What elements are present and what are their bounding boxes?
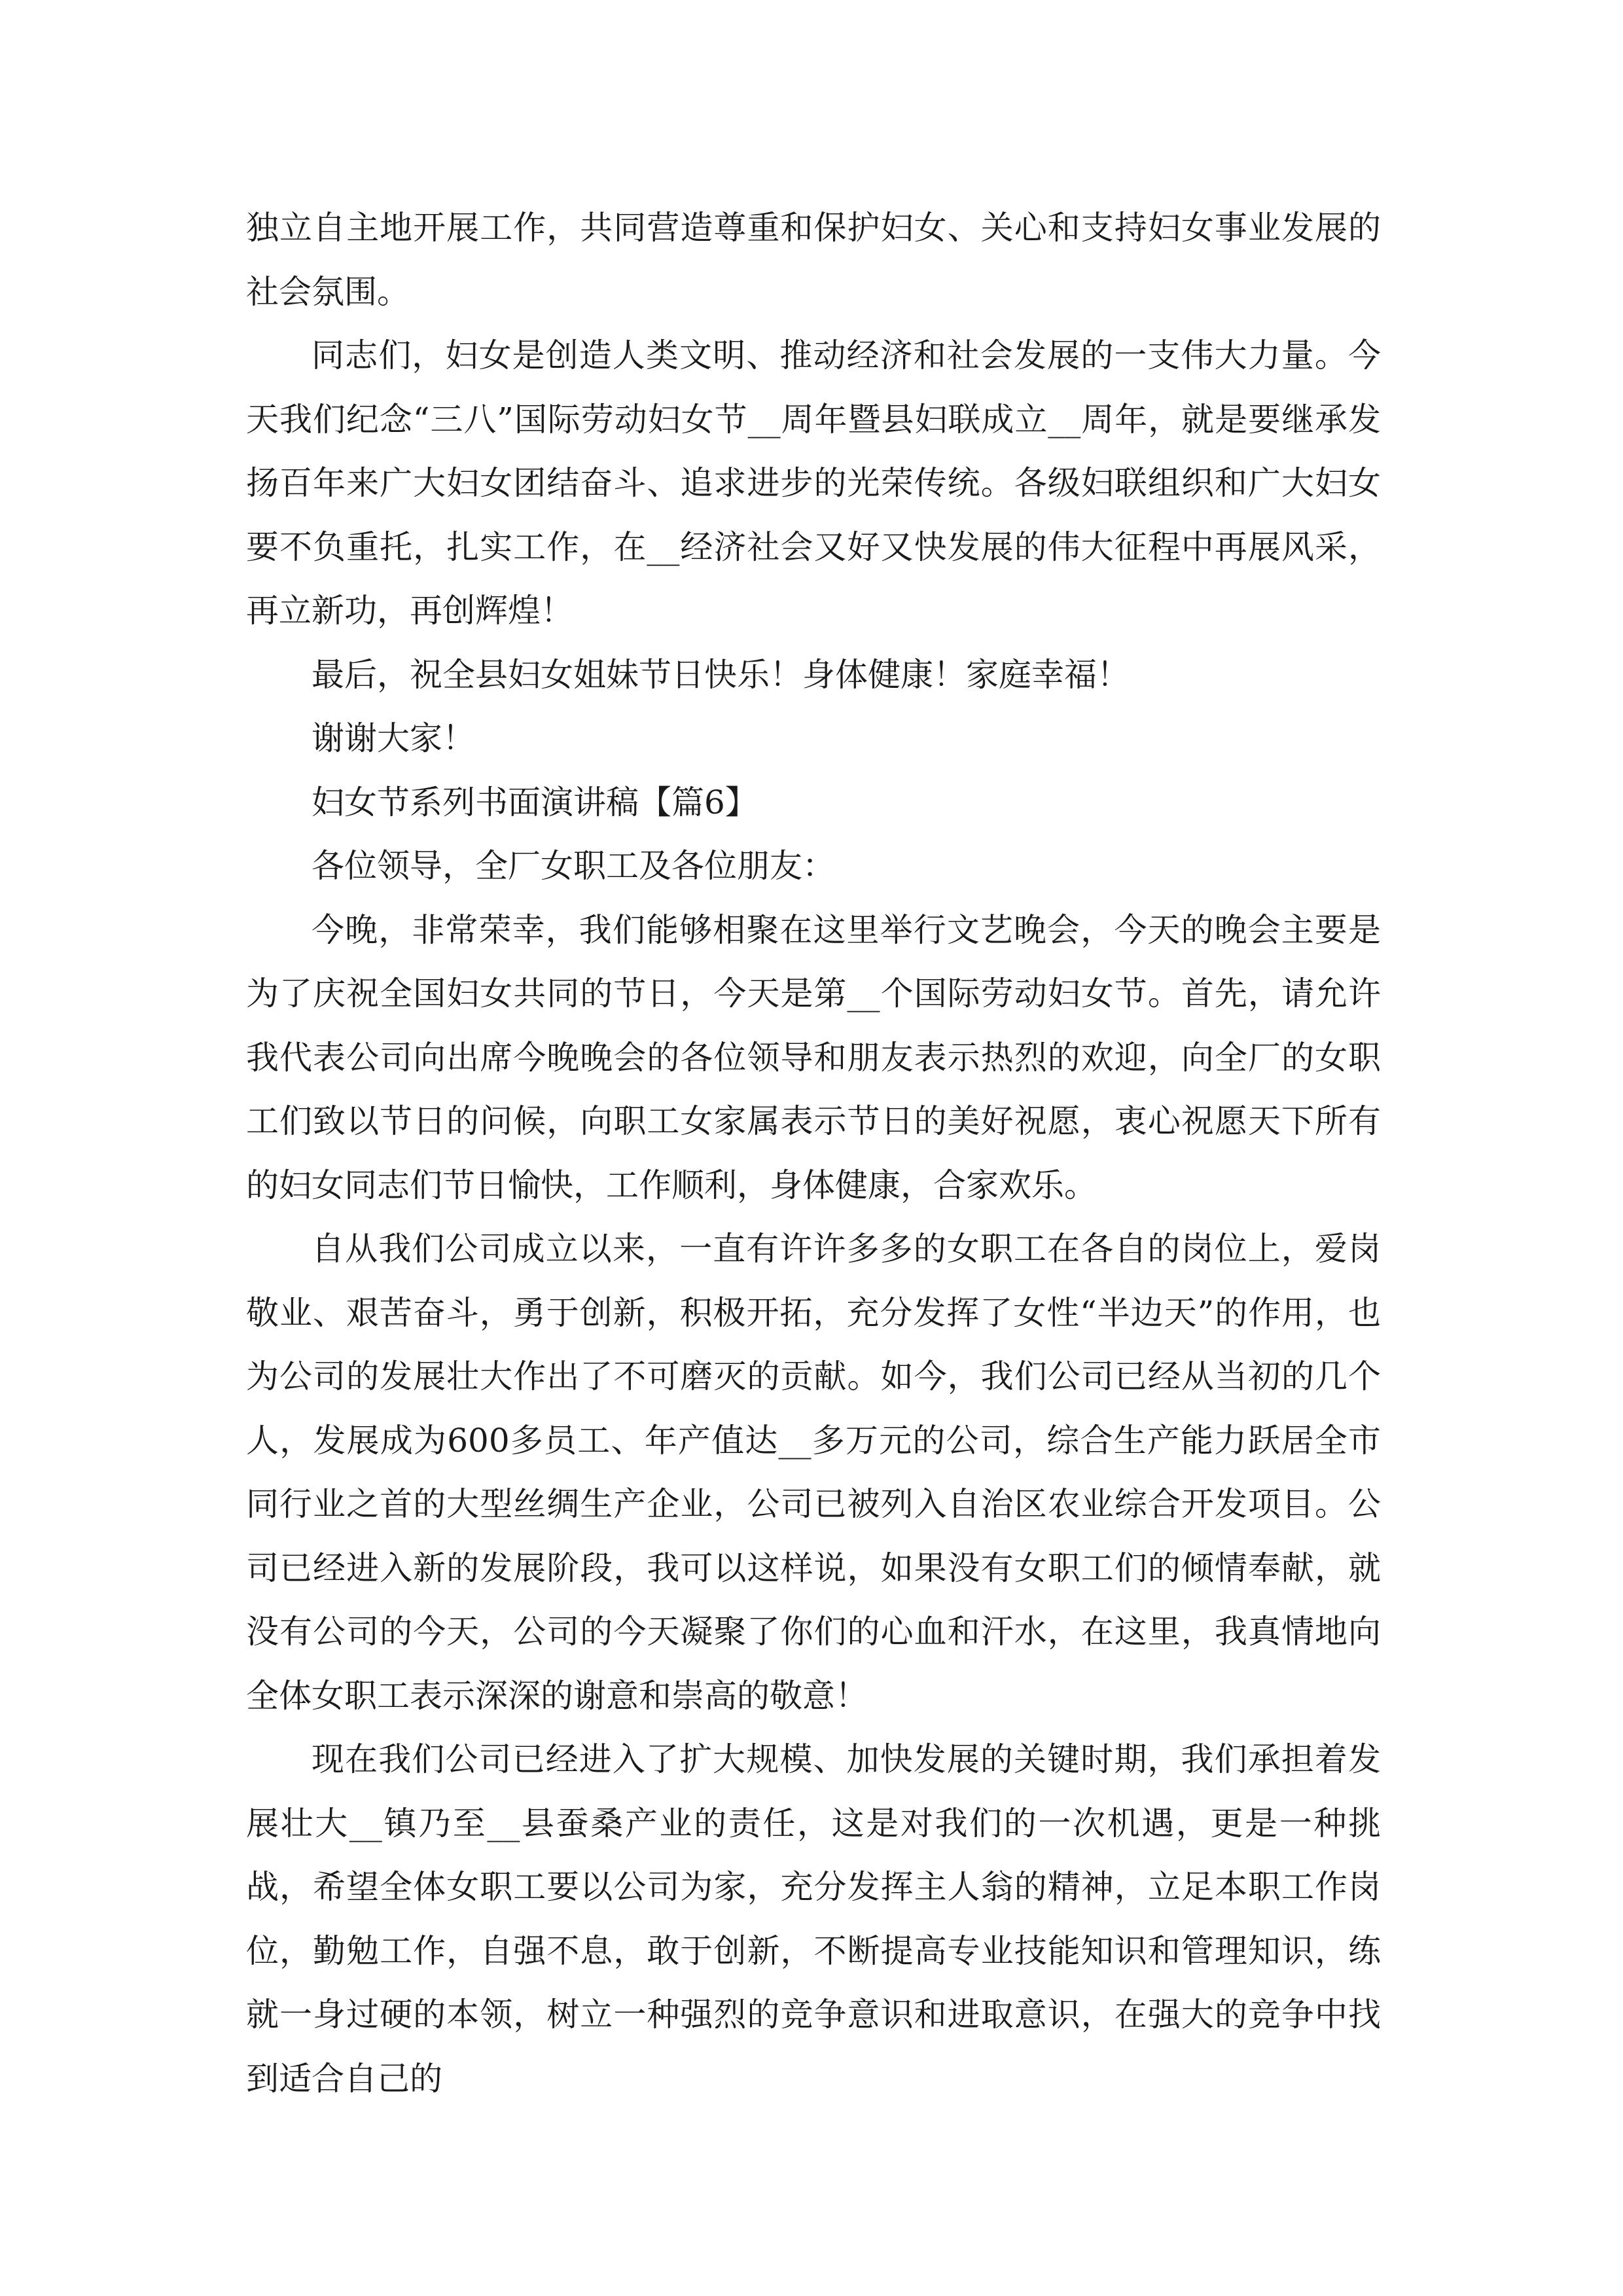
section-heading: 妇女节系列书面演讲稿【篇6】 [312,783,758,821]
paragraph-comrades: 同志们，妇女是创造人类文明、推动经济和社会发展的一支伟大力量。今天我们纪念“三八”国际劳动妇女节__周年暨县妇联成立__周年，就是要继承发扬百年来广大妇女团结奋斗、追求进步的光荣传统。各级妇联组织和广大妇女要不负重托，扎实工作，在__经济社会又好又快发展的伟大征程中再展风采，再立新功，再创辉煌！ [246,336,1381,630]
paragraph-continuation: 独立自主地开展工作，共同营造尊重和保护妇女、关心和支持妇女事业发展的社会氛围。 [246,209,1381,311]
document-body [246,196,1381,2111]
paragraph-closing-wishes: 最后，祝全县妇女姐妹节日快乐！身体健康！家庭幸福！ [312,655,1130,694]
paragraph-tonight: 今晚，非常荣幸，我们能够相聚在这里举行文艺晚会，今天的晚会主要是为了庆祝全国妇女共同的节日，今天是第__个国际劳动妇女节。首先，请允许我代表公司向出席今晚晚会的各位领导和朋友表示热烈的欢迎，向全厂的女职工们致以节日的问候，向职工女家属表示节日的美好祝愿，衷心祝愿天下所有的妇女同志们节日愉快，工作顺利，身体健康，合家欢乐。 [246,910,1381,1204]
paragraph-company-history: 自从我们公司成立以来，一直有许许多多的女职工在各自的岗位上，爱岗敬业、艰苦奋斗，勇于创新，积极开拓，充分发挥了女性“半边天”的作用，也为公司的发展壮大作出了不可磨灭的贡献。如今，我们公司已经从当初的几个人，发展成为600多员工、年产值达__多万元的公司，综合生产能力跃居全市同行业之首的大型丝绸生产企业，公司已被列入自治区农业综合开发项目。公司已经进入新的发展阶段，我可以这样说，如果没有女职工们的倾情奉献，就没有公司的今天，公司的今天凝聚了你们的心血和汗水，在这里，我真情地向全体女职工表示深深的谢意和崇高的敬意！ [246,1230,1381,1715]
paragraph-salutation: 各位领导，全厂女职工及各位朋友： [312,847,835,885]
paragraph-thanks: 谢谢大家！ [312,719,475,757]
paragraph-current-period: 现在我们公司已经进入了扩大规模、加快发展的关键时期，我们承担着发展壮大__镇乃至__县蚕桑产业的责任，这是对我们的一次机遇，更是一种挑战，希望全体女职工要以公司为家，充分发挥主人翁的精神，立足本职工作岗位，勤勉工作，自强不息，敢于创新，不断提高专业技能知识和管理知识，练就一身过硬的本领，树立一种强烈的竞争意识和进取意识，在强大的竞争中找到适合自己的 [246,1740,1381,2098]
